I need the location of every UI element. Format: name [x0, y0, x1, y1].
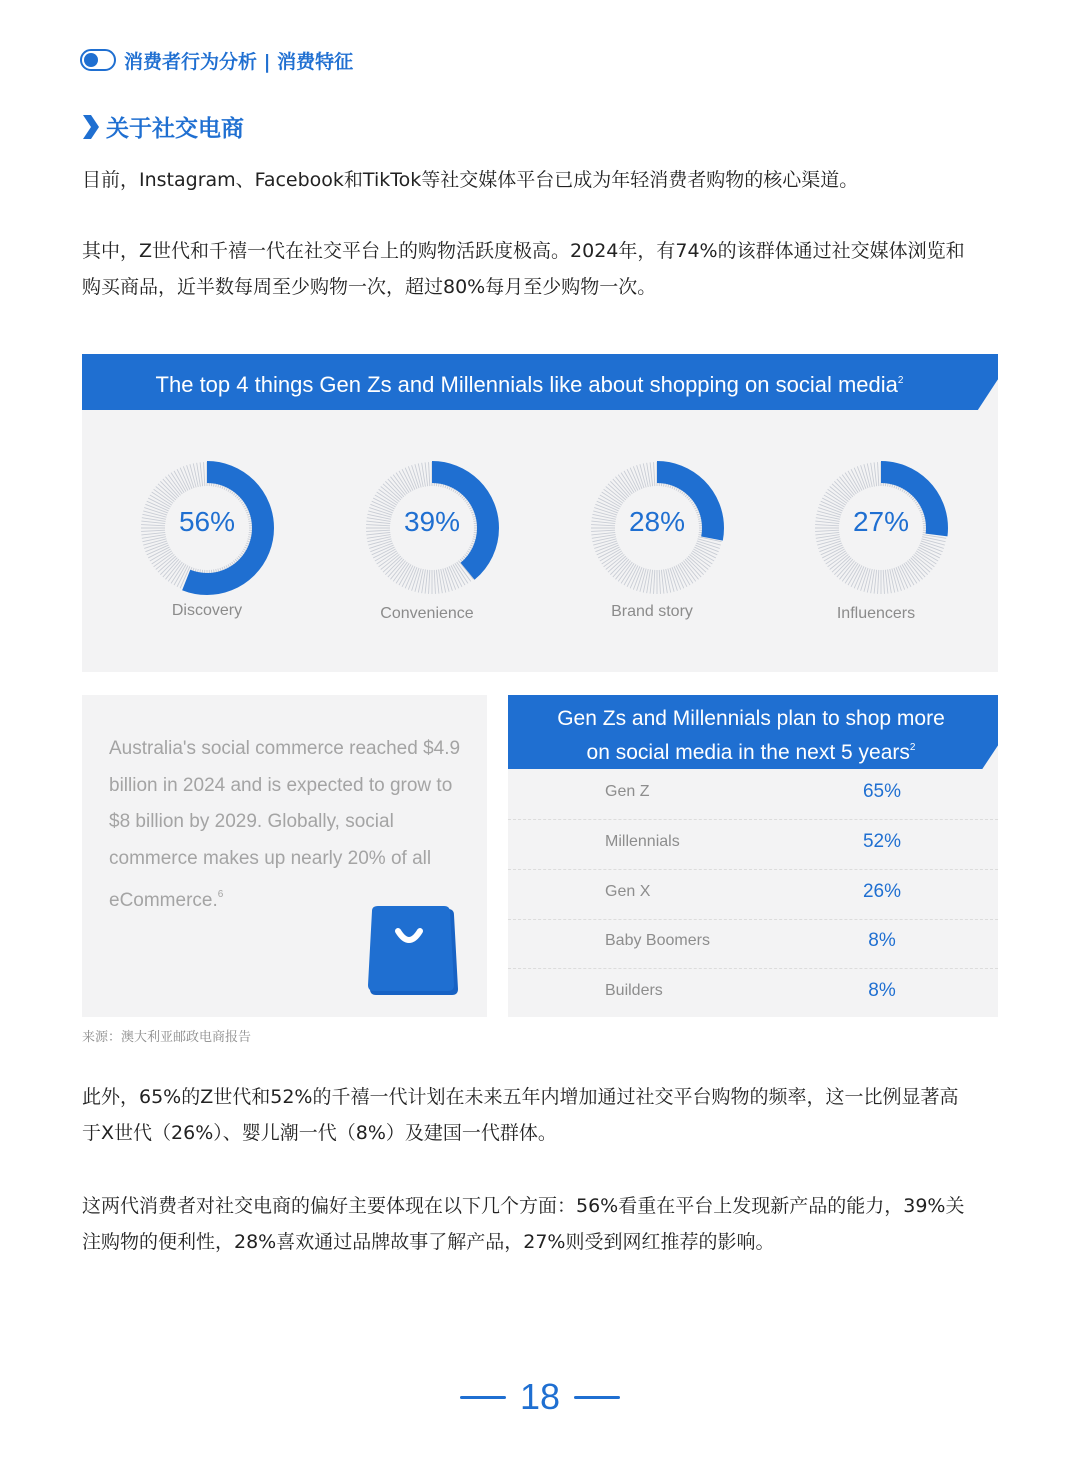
table-row	[508, 870, 998, 920]
chevron-right-icon	[80, 113, 100, 141]
donut-chart-brand-story	[587, 458, 727, 598]
header-title: 消费者行为分析 | 消费特征	[124, 50, 354, 73]
donut-tick	[661, 570, 664, 594]
donut-value: 27%	[852, 506, 910, 537]
paragraph-line: 购买商品，近半数每周至少购物一次，超过80%每月至少购物一次。	[82, 276, 657, 298]
top-banner-title: The top 4 things Gen Zs and Millennials like about shopping on social media$^2$	[155, 372, 904, 397]
generation-name: Baby Boomers	[605, 932, 710, 949]
shopping-bag-icon	[364, 905, 460, 997]
donut-tick	[200, 462, 203, 486]
donut-value: 56%	[178, 506, 236, 537]
donut-tick	[883, 570, 884, 594]
table-row	[508, 919, 998, 969]
toggle-icon	[80, 49, 116, 71]
plans-banner-title: Gen Zs and Millennials plan to shop more on social media in the next 5 years$^2$	[557, 707, 945, 764]
page-number-line-left	[460, 1396, 506, 1399]
table-row	[508, 770, 998, 820]
donut-tick	[375, 549, 396, 561]
donut-tick	[425, 570, 428, 594]
donut-tick	[434, 570, 435, 594]
donut-tick	[885, 570, 888, 594]
donut-label: Convenience	[380, 605, 474, 622]
donut-tick	[848, 471, 860, 492]
generation-name: Gen X	[605, 883, 651, 900]
paragraph-line: 注购物的便利性，28%喜欢通过品牌故事了解产品，27%则受到网红推荐的影响。	[82, 1231, 775, 1253]
page-number-line-right	[574, 1396, 620, 1399]
page-number-text: 18	[519, 1376, 561, 1417]
donut-tick	[429, 570, 430, 594]
donut-tick	[824, 549, 845, 561]
paragraph-2	[82, 233, 1002, 305]
donut-tick	[874, 570, 877, 594]
social-commerce-fact-panel	[82, 695, 487, 1017]
donut-value: 39%	[403, 506, 461, 537]
fact-text: Australia's social commerce reached $4.9 billion in 2024 and is expected to grow to $8 billion by 2029. Globally, social commerce makes up nearly 20% of all eCommerce.$^6$	[109, 738, 461, 911]
donut-tick	[453, 564, 465, 585]
donut-tick	[429, 462, 430, 486]
donut-tick	[174, 564, 186, 585]
paragraph-line: 目前，Instagram、Facebook和TikTok等社交媒体平台已成为年轻消费者购物的核心渠道。	[82, 169, 859, 191]
donut-tick	[678, 564, 690, 585]
donut-tick	[917, 549, 938, 561]
generation-value: 8%	[868, 930, 896, 951]
donut-chart-convenience	[362, 458, 502, 598]
donut-tick	[650, 462, 653, 486]
donut-value: 28%	[628, 506, 686, 537]
top-infographic-panel	[82, 354, 998, 672]
donut-tick	[425, 462, 428, 486]
paragraph-line: 于X世代（26%）、婴儿潮一代（8%）及建国一代群体。	[82, 1122, 557, 1144]
donut-tick	[600, 549, 621, 561]
donut-chart-influencers	[811, 458, 951, 598]
page-number	[460, 1374, 620, 1420]
donut-tick	[624, 564, 636, 585]
donut-label: Influencers	[836, 605, 916, 622]
paragraph-line: 此外，65%的Z世代和52%的千禧一代计划在未来五年内增加通过社交平台购物的频率，这一比例显著高	[82, 1086, 959, 1108]
section-heading	[80, 110, 244, 143]
donut-chart-discovery	[137, 458, 277, 598]
paragraph-line: 其中，Z世代和千禧一代在社交平台上的购物活跃度极高。2024年，有74%的该群体通过社交媒体浏览和	[82, 240, 965, 262]
donut-label: Discovery	[171, 602, 243, 619]
donut-tick	[654, 570, 655, 594]
paragraph-1	[82, 162, 1002, 198]
donut-tick	[399, 564, 411, 585]
donut-tick	[399, 471, 411, 492]
generation-value: 26%	[862, 881, 902, 902]
donut-tick	[659, 570, 660, 594]
donut-tick	[874, 462, 877, 486]
donut-tick	[150, 549, 171, 561]
donut-tick	[848, 564, 860, 585]
donut-tick	[902, 564, 914, 585]
table-row	[508, 820, 998, 870]
paragraph-3	[82, 1079, 1002, 1151]
page-header	[80, 46, 353, 74]
generation-name: Millennials	[605, 833, 680, 850]
generation-name: Gen Z	[605, 783, 650, 800]
donut-tick	[878, 462, 879, 486]
generation-value: 52%	[862, 831, 902, 852]
donut-tick	[693, 549, 714, 561]
generation-name: Builders	[605, 982, 663, 999]
donut-tick	[878, 570, 879, 594]
donut-label: Brand story	[611, 603, 693, 620]
paragraph-line: 这两代消费者对社交电商的偏好主要体现在以下几个方面：56%看重在平台上发现新产品的能力，39%关	[82, 1195, 965, 1217]
table-row	[508, 969, 998, 1019]
donut-tick	[654, 462, 655, 486]
donut-tick	[650, 570, 653, 594]
paragraph-4	[82, 1188, 1002, 1260]
generation-plans-panel	[508, 695, 998, 1017]
generation-value: 65%	[862, 781, 902, 802]
donut-tick	[436, 570, 439, 594]
section-title: 关于社交电商	[106, 116, 244, 142]
generation-value: 8%	[868, 980, 896, 1001]
donut-tick	[174, 471, 186, 492]
donut-tick	[204, 462, 205, 486]
donut-tick	[624, 471, 636, 492]
source-note: 来源：澳大利亚邮政电商报告	[82, 1030, 252, 1045]
